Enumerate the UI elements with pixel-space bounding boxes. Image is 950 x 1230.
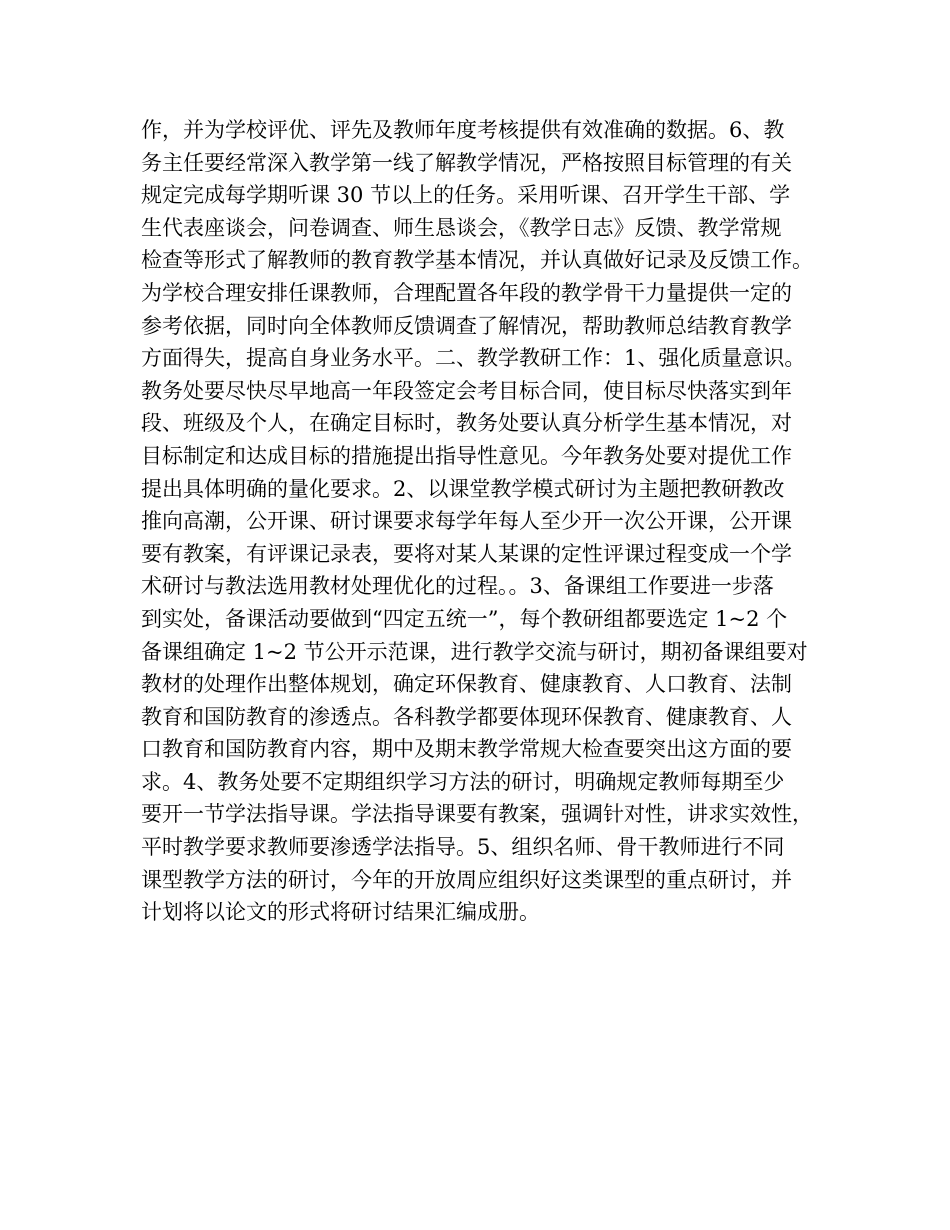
text-line: 平时教学要求教师要渗透学法指导。5、组织名师、骨干教师进行不同 [141, 835, 785, 860]
text-line: 口教育和国防教育内容，期中及期末教学常规大检查要突出这方面的要 [141, 737, 792, 762]
text-line: 提出具体明确的量化要求。2、以课堂教学模式研讨为主题把教研教改 [141, 476, 785, 501]
text-line: 作，并为学校评优、评先及教师年度考核提供有效准确的数据。6、教 [141, 118, 785, 142]
text-line: 求。4、教务处要不定期组织学习方法的研讨，明确规定教师每期至少 [141, 769, 785, 794]
text-line: 目标制定和达成目标的措施提出指导性意见。今年教务处要对提优工作 [141, 443, 792, 468]
text-line: 为学校合理安排任课教师，合理配置各年段的教学骨干力量提供一定的 [141, 280, 792, 305]
text-line: 要有教案，有评课记录表，要将对某人某课的定性评课过程变成一个学 [141, 541, 792, 566]
text-line: 检查等形式了解教师的教育教学基本情况，并认真做好记录及反馈工作。 [141, 248, 813, 273]
text-line: 要开一节学法指导课。学法指导课要有教案，强调针对性，讲求实效性， [141, 802, 813, 827]
text-line: 规定完成每学期听课 30 节以上的任务。采用听课、召开学生干部、学 [141, 183, 791, 208]
text-line: 参考依据，同时向全体教师反馈调查了解情况，帮助教师总结教育教学 [141, 313, 792, 338]
text-line: 教育和国防教育的渗透点。各科教学都要体现环保教育、健康教育、人 [141, 704, 792, 729]
text-line: 教务处要尽快尽早地高一年段签定会考目标合同，使目标尽快落实到年 [141, 378, 792, 403]
text-line: 课型教学方法的研讨，今年的开放周应组织好这类课型的重点研讨，并 [141, 867, 792, 892]
text-line: 到实处，备课活动要做到“四定五统一”，每个教研组都要选定 1~2 个 [141, 606, 788, 631]
body-paragraph [141, 114, 831, 929]
text-line: 计划将以论文的形式将研讨结果汇编成册。 [141, 900, 540, 925]
text-line: 备课组确定 1~2 节公开示范课，进行教学交流与研讨，期初备课组要对 [141, 639, 808, 664]
text-line: 方面得失，提高自身业务水平。二、教学教研工作：1、强化质量意识。 [141, 346, 806, 371]
text-line: 务主任要经常深入教学第一线了解教学情况，严格按照目标管理的有关 [141, 150, 792, 175]
text-line: 生代表座谈会，问卷调查、师生恳谈会，《教学日志》反馈、教学常规 [141, 215, 782, 240]
text-line: 段、班级及个人，在确定目标时，教务处要认真分析学生基本情况，对 [141, 411, 792, 436]
text-line: 教材的处理作出整体规划，确定环保教育、健康教育、人口教育、法制 [141, 672, 792, 697]
text-line: 术研讨与教法选用教材处理优化的过程。。3、备课组工作要进一步落 [141, 574, 774, 599]
text-line: 推向高潮，公开课、研讨课要求每学年每人至少开一次公开课，公开课 [141, 509, 792, 534]
